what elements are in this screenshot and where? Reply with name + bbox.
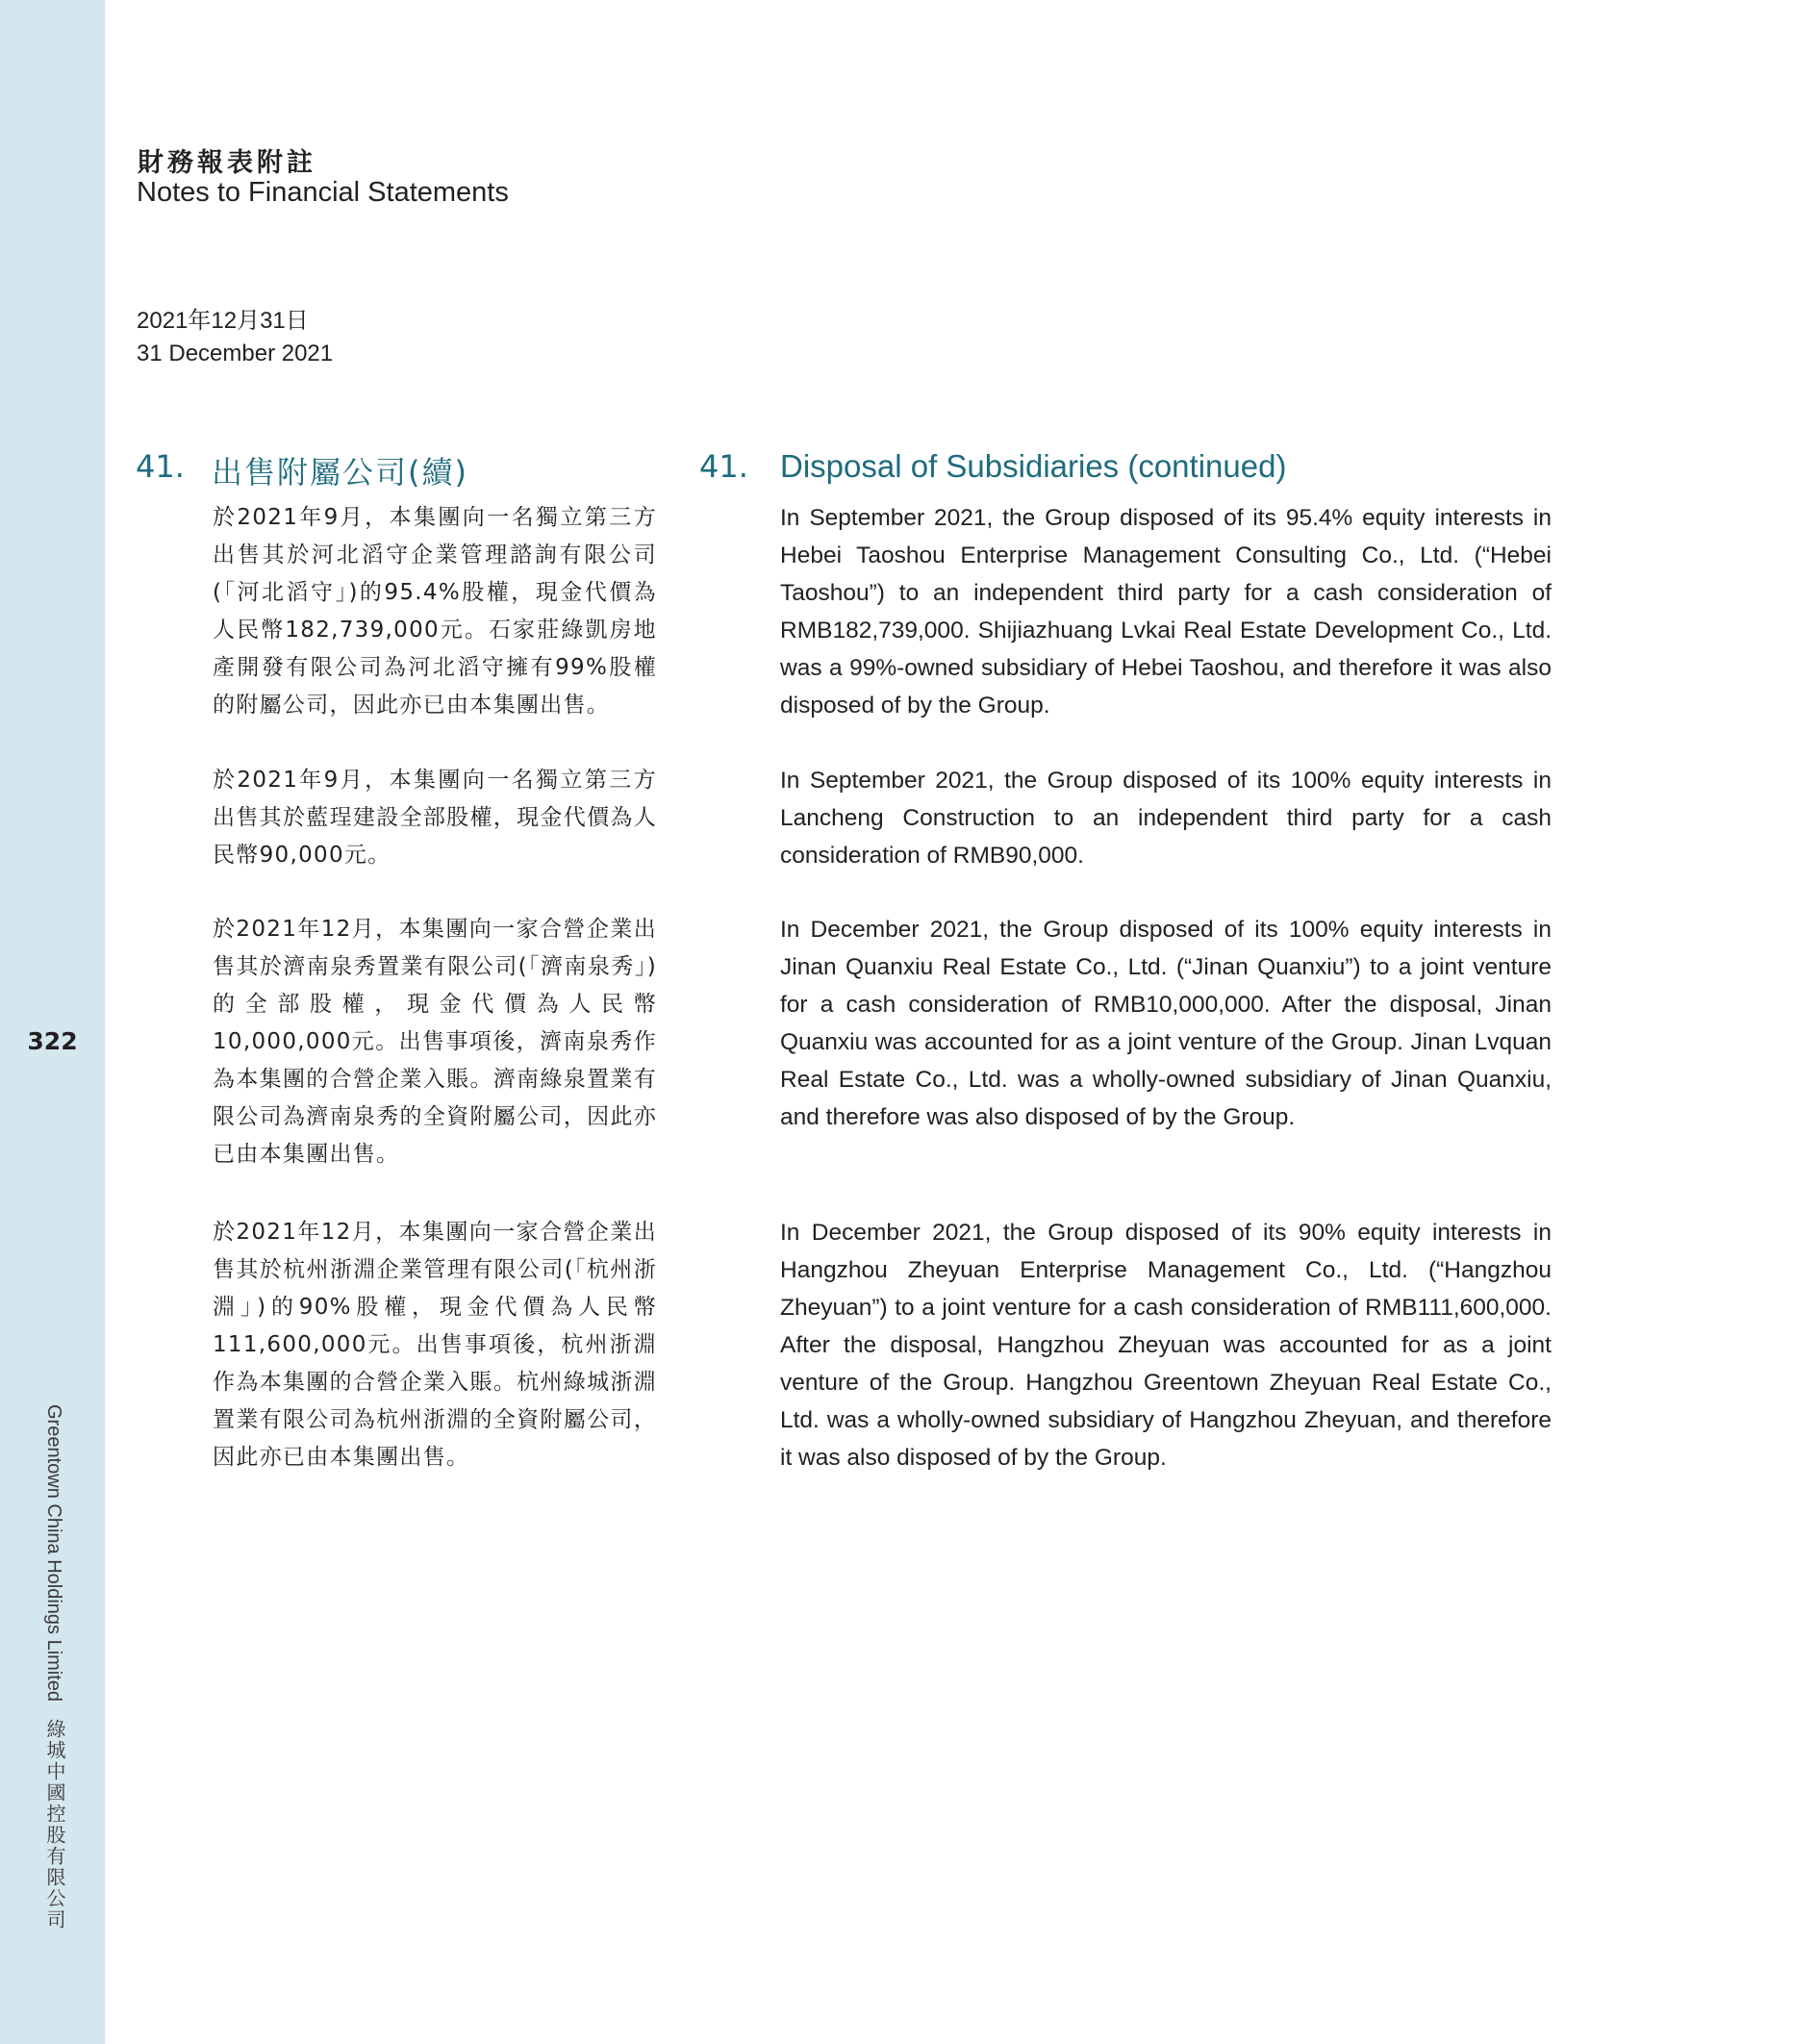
page-number: 322 (27, 1027, 78, 1055)
report-date-en: 31 December 2021 (137, 341, 334, 366)
report-date-cn: 2021年12月31日 (137, 308, 309, 334)
section-title-cn: 出售附屬公司(續) (212, 454, 468, 491)
company-name-cn: 綠城中國控股有限公司 (43, 1719, 64, 1931)
sidebar (0, 0, 105, 2044)
section-title-en: Disposal of Subsidiaries (continued) (780, 448, 1287, 484)
page-title-en: Notes to Financial Statements (137, 177, 509, 208)
company-name-vertical (40, 1404, 68, 1930)
section-number-en: 41. (699, 448, 748, 485)
paragraph-cn-2: 於2021年9月，本集團向一名獨立第三方出售其於藍珵建設全部股權，現金代價為人民幣90,000元。 (213, 768, 657, 868)
company-name-en: Greentown China Holdings Limited (43, 1404, 64, 1703)
page-title-cn: 財務報表附註 (138, 148, 316, 178)
paragraph-en-3: In December 2021, the Group disposed of its 100% equity interests in Jinan Quanxiu Real Estate Co., Ltd. (“Jinan Quanxiu”) to a joint venture for a cash consideration of RMB10,000,000. After the disposal, Jinan Quanxiu was accounted for as a joint venture of the Group. Jinan Lvquan Real Estate Co., Ltd. was a wholly-owned subsidiary of Jinan Quanxiu, and therefore was also disposed of by the Group. (780, 917, 1552, 1130)
paragraph-cn-4: 於2021年12月，本集團向一家合營企業出售其於杭州浙淵企業管理有限公司(「杭州浙淵」)的90%股權，現金代價為人民幣111,600,000元。出售事項後，杭州浙淵作為本集團的合營企業入賬。杭州綠城浙淵置業有限公司為杭州浙淵的全資附屬公司，因此亦已由本集團出售。 (213, 1220, 657, 1470)
paragraph-en-1: In September 2021, the Group disposed of its 95.4% equity interests in Hebei Taoshou Enterprise Management Consulting Co., Ltd. (“Hebei Taoshou”) to an independent third party for a cash consideration of RMB182,739,000. Shijiazhuang Lvkai Real Estate Development Co., Ltd. was a 99%-owned subsidiary of Hebei Taoshou, and therefore it was also disposed of by the Group. (780, 505, 1552, 719)
paragraph-cn-3: 於2021年12月，本集團向一家合營企業出售其於濟南泉秀置業有限公司(「濟南泉秀」)的全部股權，現金代價為人民幣10,000,000元。出售事項後，濟南泉秀作為本集團的合營企業入賬。濟南綠泉置業有限公司為濟南泉秀的全資附屬公司，因此亦已由本集團出售。 (213, 917, 657, 1167)
section-number-cn: 41. (136, 448, 185, 485)
paragraph-en-4: In December 2021, the Group disposed of its 90% equity interests in Hangzhou Zheyuan Enterprise Management Co., Ltd. (“Hangzhou Zheyuan”) to a joint venture for a cash consideration of RMB111,600,000. After the disposal, Hangzhou Zheyuan was accounted for as a joint venture of the Group. Hangzhou Greentown Zheyuan Real Estate Co., Ltd. was a wholly-owned subsidiary of Hangzhou Zheyuan, and therefore it was also disposed of by the Group. (780, 1220, 1552, 1471)
paragraph-en-2: In September 2021, the Group disposed of its 100% equity interests in Lancheng Construction to an independent third party for a cash consideration of RMB90,000. (780, 768, 1552, 869)
paragraph-cn-1: 於2021年9月，本集團向一名獨立第三方出售其於河北滔守企業管理諮詢有限公司(「河北滔守」)的95.4%股權，現金代價為人民幣182,739,000元。石家莊綠凱房地產開發有限公司為河北滔守擁有99%股權的附屬公司，因此亦已由本集團出售。 (213, 505, 657, 718)
